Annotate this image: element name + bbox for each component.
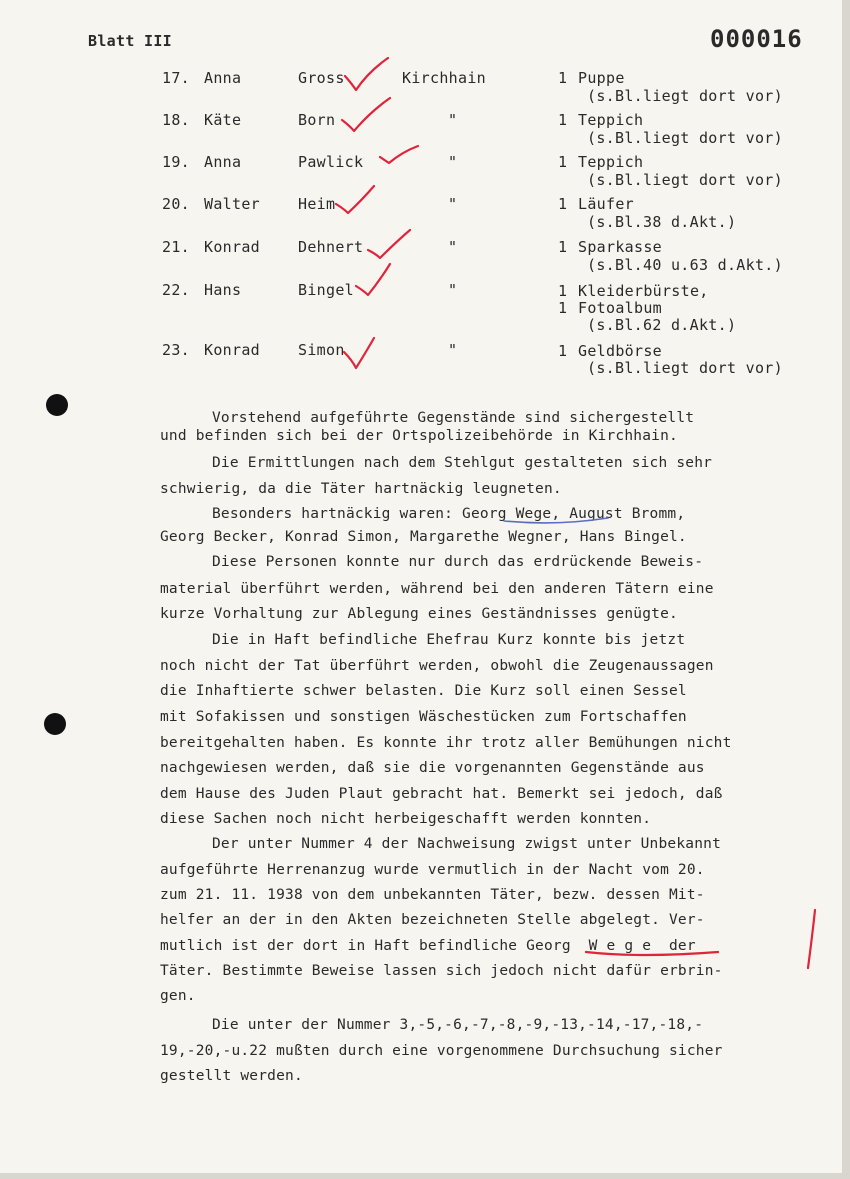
body-line: zum 21. 11. 1938 von dem unbekannten Täter, bezw. dessen Mit- (160, 887, 705, 903)
entry-item: Teppich (578, 153, 644, 171)
entry-quantity: 1 (558, 238, 568, 256)
body-line: dem Hause des Juden Plaut gebracht hat. Bemerkt sei jedoch, daß (160, 786, 723, 802)
check-mark-icon (336, 186, 374, 213)
body-line: nachgewiesen werden, daß sie die vorgenannten Gegenstände aus (160, 760, 705, 776)
body-line: Täter. Bestimmte Beweise lassen sich jedoch nicht dafür erbrin- (160, 963, 723, 979)
entry-number: 18. (162, 111, 190, 129)
entry-item: Sparkasse (578, 238, 662, 256)
check-mark-icon (342, 98, 390, 131)
entry-quantity: 1 (558, 111, 568, 129)
check-mark-icon (344, 338, 374, 368)
entry-first-name: Konrad (204, 238, 260, 256)
body-line: 19,-20,-u.22 mußten durch eine vorgenommene Durchsuchung sicher (160, 1043, 723, 1059)
body-line: Besonders hartnäckig waren: Georg Wege, August Bromm, (212, 506, 686, 522)
entry-place: " (448, 341, 458, 359)
entry-quantity-2: 1 (558, 299, 568, 317)
body-line: kurze Vorhaltung zur Ablegung eines Geständnisses genügte. (160, 606, 678, 622)
entry-reference: (s.Bl.liegt dort vor) (587, 359, 783, 377)
entry-item: Puppe (578, 69, 625, 87)
entry-reference: (s.Bl.liegt dort vor) (587, 171, 783, 189)
entry-place: " (448, 238, 458, 256)
body-line: Der unter Nummer 4 der Nachweisung zwigst unter Unbekannt (212, 836, 721, 852)
underline-wege-red (586, 952, 718, 955)
entry-number: 19. (162, 153, 190, 171)
entry-number: 20. (162, 195, 190, 213)
entry-first-name: Käte (204, 111, 242, 129)
entry-first-name: Anna (204, 153, 242, 171)
entry-place: Kirchhain (402, 69, 486, 87)
check-mark-icon (380, 146, 418, 163)
entry-item-2: Fotoalbum (578, 299, 662, 317)
entry-reference: (s.Bl.liegt dort vor) (587, 87, 783, 105)
entry-quantity: 1 (558, 342, 568, 360)
entry-reference: (s.Bl.62 d.Akt.) (587, 316, 737, 334)
body-line: Vorstehend aufgeführte Gegenstände sind sichergestellt (212, 410, 695, 426)
entry-item: Geldbörse (578, 342, 662, 360)
body-line: Diese Personen konnte nur durch das erdrückende Beweis- (212, 554, 704, 570)
entry-number: 23. (162, 341, 190, 359)
body-line: diese Sachen noch nicht herbeigeschafft werden konnten. (160, 811, 652, 827)
sheet-label: Blatt III (88, 32, 172, 50)
entry-number: 22. (162, 281, 190, 299)
body-line: Georg Becker, Konrad Simon, Margarethe Wegner, Hans Bingel. (160, 529, 687, 545)
entry-first-name: Hans (204, 281, 242, 299)
entry-item: Teppich (578, 111, 644, 129)
body-line: die Inhaftierte schwer belasten. Die Kurz soll einen Sessel (160, 683, 687, 699)
document-number: 000016 (710, 25, 803, 53)
body-line: material überführt werden, während bei den anderen Tätern eine (160, 581, 714, 597)
body-line: gen. (160, 988, 196, 1004)
margin-mark (808, 910, 815, 968)
entry-first-name: Anna (204, 69, 242, 87)
body-line: und befinden sich bei der Ortspolizeibehörde in Kirchhain. (160, 428, 678, 444)
entry-first-name: Konrad (204, 341, 260, 359)
entry-item: Läufer (578, 195, 634, 213)
body-line: schwierig, da die Täter hartnäckig leugneten. (160, 481, 562, 497)
entry-number: 17. (162, 69, 190, 87)
check-mark-icon (345, 58, 388, 90)
entry-last-name: Heim (298, 195, 336, 213)
entry-last-name: Born (298, 111, 336, 129)
entry-last-name: Gross (298, 69, 345, 87)
entry-quantity: 1 (558, 69, 568, 87)
entry-last-name: Dehnert (298, 238, 364, 256)
entry-place: " (448, 195, 458, 213)
entry-item: Kleiderbürste, (578, 282, 709, 300)
body-line: gestellt werden. (160, 1068, 303, 1084)
entry-reference: (s.Bl.38 d.Akt.) (587, 213, 737, 231)
entry-quantity: 1 (558, 195, 568, 213)
body-line: noch nicht der Tat überführt werden, obwohl die Zeugenaussagen (160, 658, 714, 674)
entry-reference: (s.Bl.liegt dort vor) (587, 129, 783, 147)
body-line: helfer an der in den Akten bezeichneten Stelle abgelegt. Ver- (160, 912, 705, 928)
entry-place: " (448, 153, 458, 171)
body-line: Die unter der Nummer 3,-5,-6,-7,-8,-9,-13,-14,-17,-18,- (212, 1017, 704, 1033)
check-mark-icon (368, 230, 410, 258)
body-line: Die Ermittlungen nach dem Stehlgut gestalteten sich sehr (212, 455, 713, 471)
entry-quantity: 1 (558, 282, 568, 300)
body-line: bereitgehalten haben. Es konnte ihr trotz aller Bemühungen nicht (160, 735, 732, 751)
body-line: mutlich ist der dort in Haft befindliche Georg W e g e der (160, 938, 696, 954)
underline-georg-wege (504, 518, 608, 523)
entry-place: " (448, 281, 458, 299)
entry-reference: (s.Bl.40 u.63 d.Akt.) (587, 256, 783, 274)
entry-last-name: Pawlick (298, 153, 364, 171)
entry-place: " (448, 111, 458, 129)
check-mark-icon (356, 264, 390, 295)
entry-first-name: Walter (204, 195, 260, 213)
entry-quantity: 1 (558, 153, 568, 171)
entry-number: 21. (162, 238, 190, 256)
entry-last-name: Bingel (298, 281, 354, 299)
entry-last-name: Simon (298, 341, 345, 359)
body-line: Die in Haft befindliche Ehefrau Kurz konnte bis jetzt (212, 632, 686, 648)
body-line: aufgeführte Herrenanzug wurde vermutlich in der Nacht vom 20. (160, 862, 705, 878)
body-line: mit Sofakissen und sonstigen Wäschestücken zum Fortschaffen (160, 709, 687, 725)
